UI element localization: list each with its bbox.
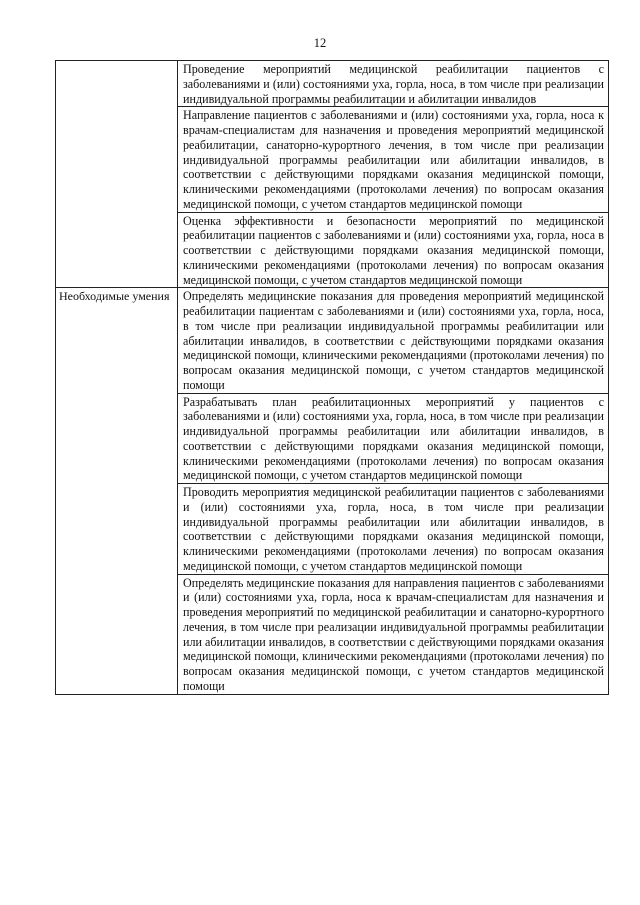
table-cell: Проведение мероприятий медицинской реабилитации пациентов с заболеваниями и (или) состояниями уха, горла, носа, в том числе при реализации индивидуальной программы реабилитации и абилитации инвалидов	[178, 61, 609, 107]
table-cell: Направление пациентов с заболеваниями и (или) состояниями уха, горла, носа к врачам-специалистам для назначения и проведения мероприятий медицинской реабилитации, санаторно-курортного лечения, в том числе при реализации индивидуальной программы реабилитации или абилитации инвалидов, в соответствии с действующими порядками оказания медицинской помощи, клиническими рекомендациями (протоколами лечения) по вопросам оказания медицинской помощи, с учетом стандартов медицинской помощи	[178, 107, 609, 212]
table-cell: Определять медицинские показания для направления пациентов с заболеваниями и (или) состояниями уха, горла, носа к врачам-специалистам для назначения и проведения мероприятий по медицинской реабилитации и санаторно-курортного лечения, в том числе при реализации индивидуальной программы реабилитации или абилитации инвалидов, в соответствии с действующими порядками оказания медицинской помощи, клиническими рекомендациями (протоколами лечения) по вопросам оказания медицинской помощи, с учетом стандартов медицинской помощи	[178, 574, 609, 694]
table-row	[56, 61, 609, 107]
table-cell: Проводить мероприятия медицинской реабилитации пациентов с заболеваниями и (или) состояниями уха, горла, носа, в том числе при реализации индивидуальной программы реабилитации или абилитации инвалидов, в соответствии с действующими порядками оказания медицинской помощи, клиническими рекомендациями (протоколами лечения) по вопросам оказания медицинской помощи, с учетом стандартов медицинской помощи	[178, 484, 609, 575]
row-label-cell	[56, 61, 178, 288]
table-cell: Определять медицинские показания для проведения мероприятий медицинской реабилитации пациентам с заболеваниями и (или) состояниями уха, горла, носа, в том числе при реализации индивидуальной программы реабилитации или абилитации инвалидов, в соответствии с действующими порядками оказания медицинской помощи, клиническими рекомендациями (протоколами лечения) по вопросам оказания медицинской помощи, с учетом стандартов медицинской помощи	[178, 288, 609, 393]
table-cell: Оценка эффективности и безопасности мероприятий по медицинской реабилитации пациентов с заболеваниями и (или) состояниями уха, горла, носа в соответствии с действующими порядками оказания медицинской помощи, клиническими рекомендациями (протоколами лечения) по вопросам оказания медицинской помощи, с учетом стандартов медицинской помощи	[178, 212, 609, 288]
table-cell: Разрабатывать план реабилитационных мероприятий у пациентов с заболеваниями и (или) состояниями уха, горла, носа, в том числе при реализации индивидуальной программы реабилитации или абилитации инвалидов, в соответствии с действующими порядками оказания медицинской помощи, клиническими рекомендациями (протоколами лечения) по вопросам оказания медицинской помощи, с учетом стандартов медицинской помощи	[178, 393, 609, 484]
row-label-cell: Необходимые умения	[56, 288, 178, 694]
competency-table	[55, 60, 609, 695]
table-row	[56, 288, 609, 393]
page-number: 12	[313, 36, 327, 50]
